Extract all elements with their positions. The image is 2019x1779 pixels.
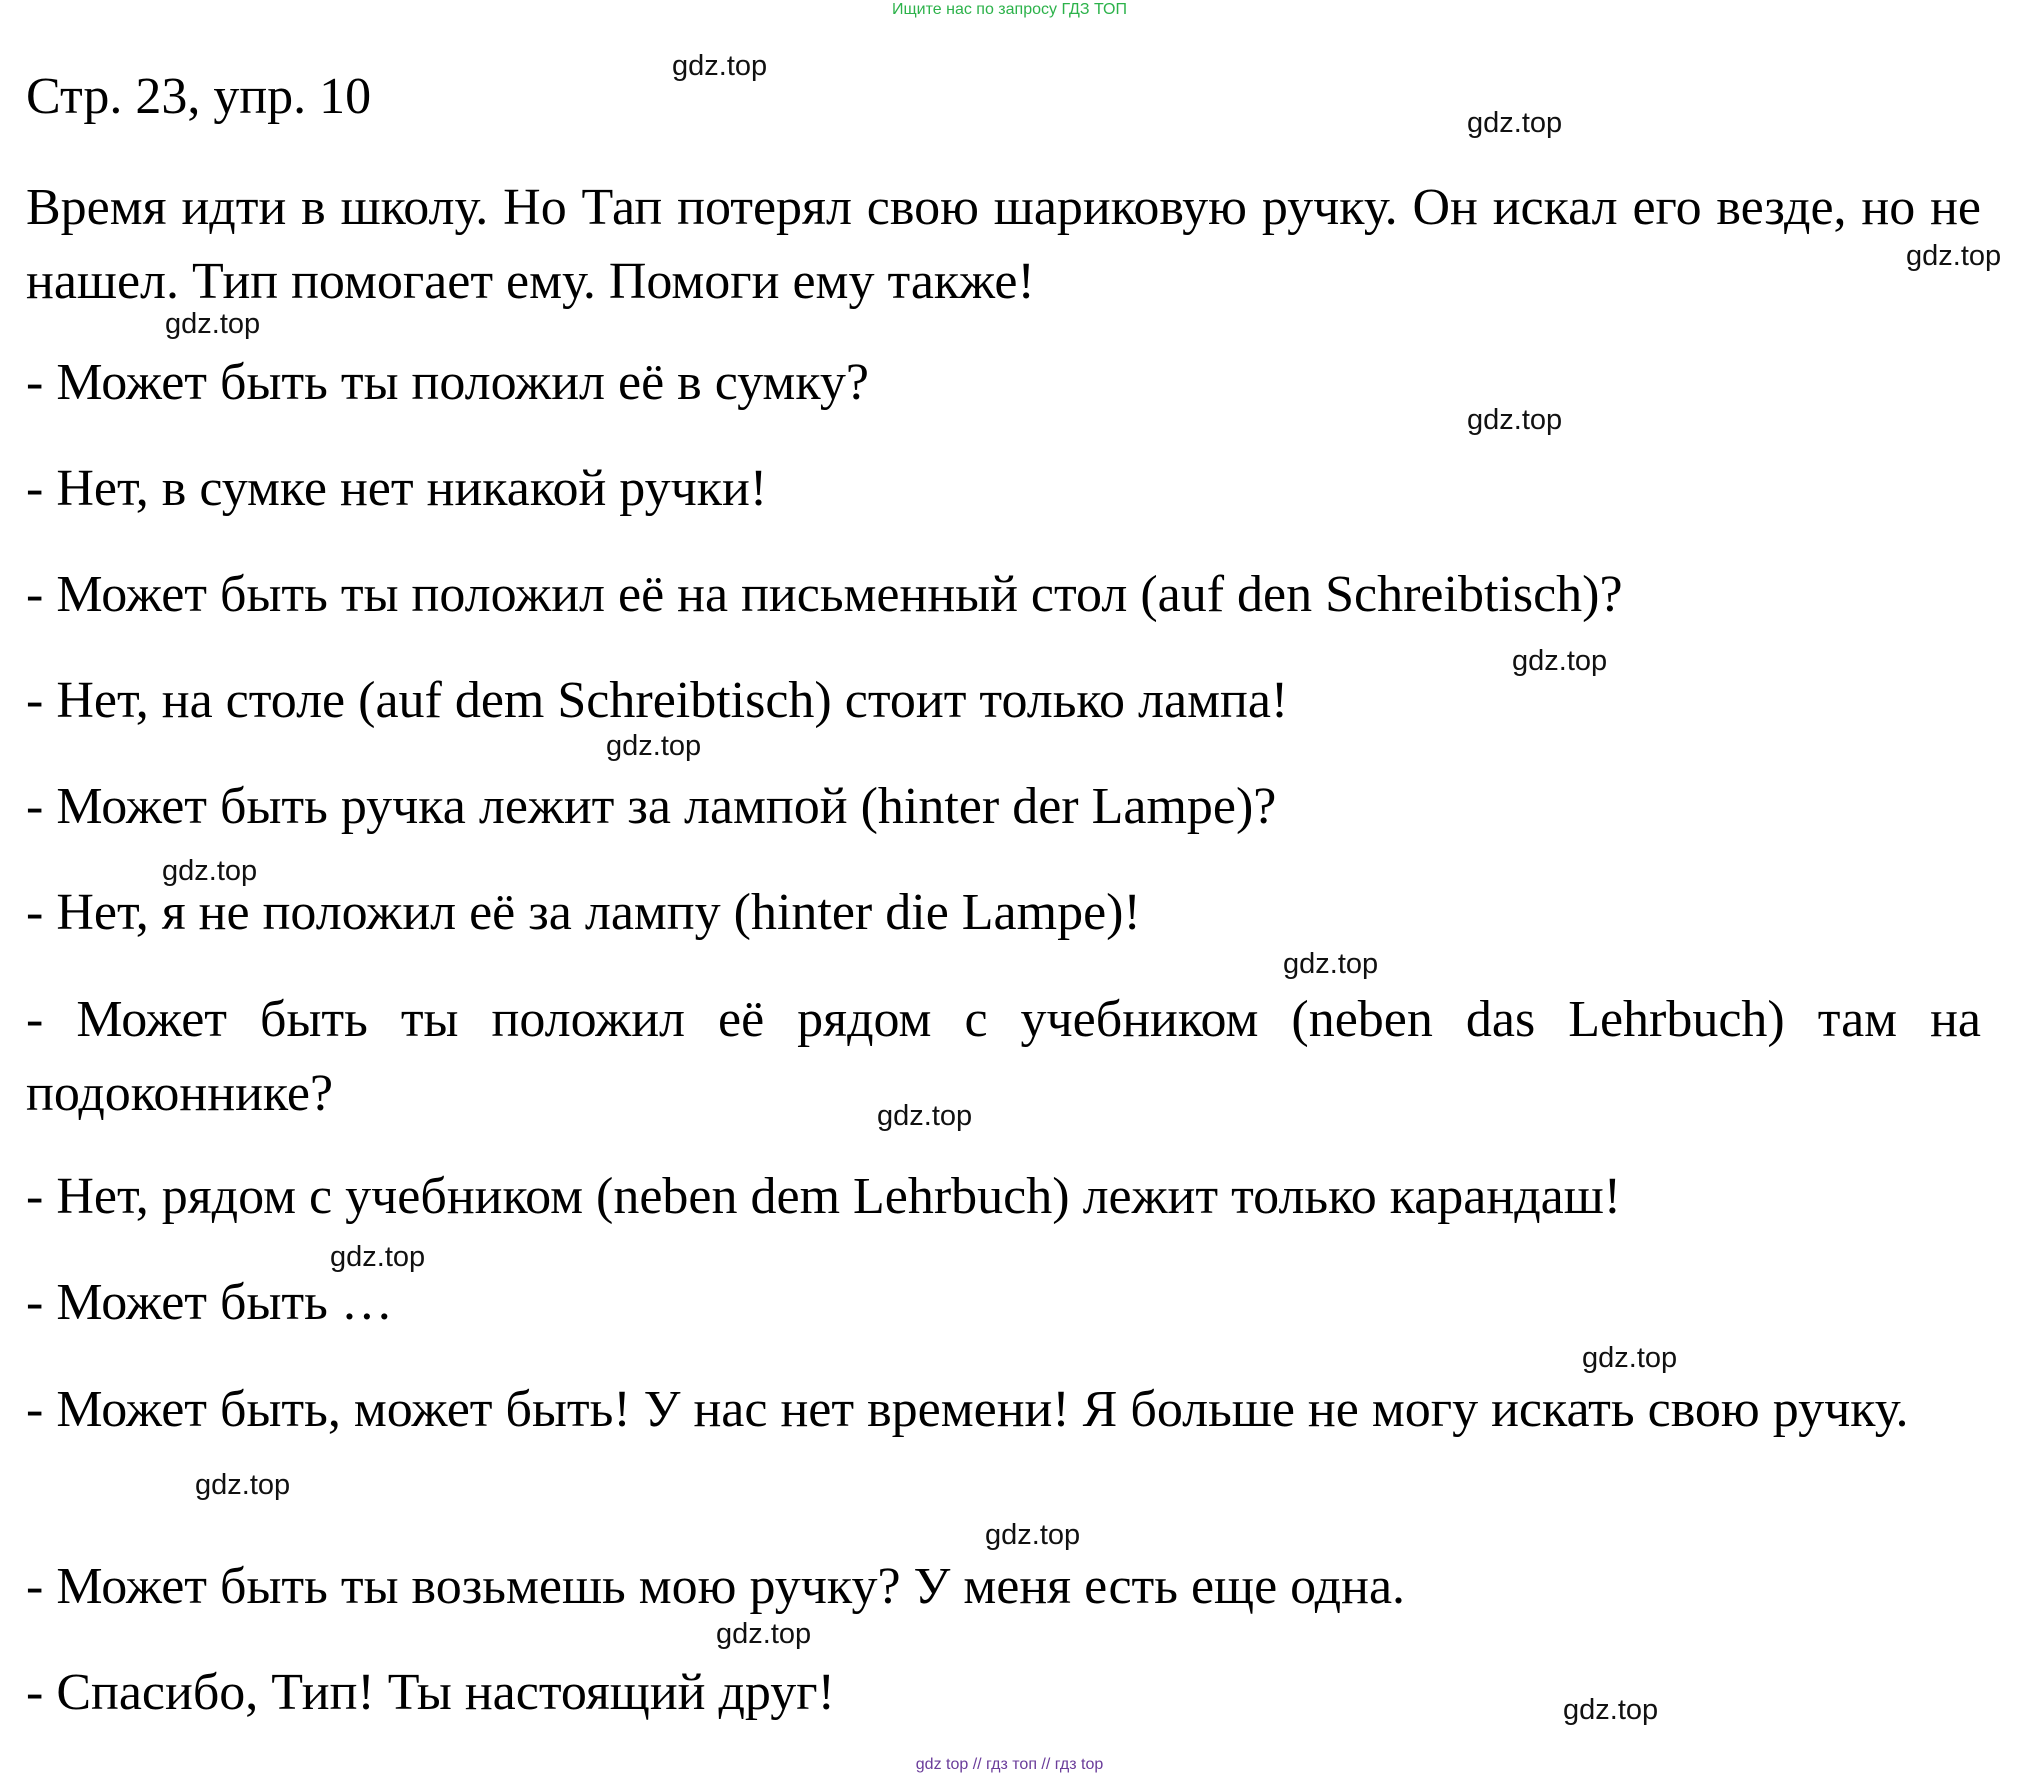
dialogue-line-11: - Может быть ты возьмешь мою ручку? У меня есть еще одна. [26,1558,1406,1615]
dialogue-line-8: - Нет, рядом с учебником (neben dem Lehrbuch) лежит только карандаш! [26,1168,1622,1225]
watermark: gdz.top [1582,1342,1678,1374]
watermark: gdz.top [1467,107,1563,139]
page-title: Стр. 23, упр. 10 [26,68,372,125]
footer-links: gdz top // гдз топ // гдз top [915,1756,1104,1773]
dialogue-line-5: - Может быть ручка лежит за лампой (hinter der Lampe)? [26,778,1277,835]
watermark: gdz.top [1512,645,1608,677]
watermark: gdz.top [1563,1694,1659,1726]
watermark: gdz.top [1467,404,1563,436]
dialogue-line-3: - Может быть ты положил её на письменный стол (auf den Schreibtisch)? [26,566,1623,623]
watermark: gdz.top [877,1100,973,1132]
watermark: gdz.top [985,1519,1081,1551]
dialogue-line-10: - Может быть, может быть! У нас нет времени! Я больше не могу искать свою ручку. [26,1381,1909,1438]
dialogue-line-4: - Нет, на столе (auf dem Schreibtisch) стоит только лампа! [26,672,1289,729]
intro-paragraph: Время идти в школу. Но Тап потерял свою шариковую ручку. Он искал его везде, но не нашел. Тип помогает ему. Помоги ему также! [26,179,1981,310]
watermark: gdz.top [1283,948,1379,980]
dialogue-line-1: - Может быть ты положил её в сумку? [26,354,869,411]
dialogue-line-12: - Спасибо, Тип! Ты настоящий друг! [26,1664,835,1721]
watermark: gdz.top [1906,240,2002,272]
watermark: gdz.top [716,1618,812,1650]
watermark: gdz.top [195,1469,291,1501]
watermark: gdz.top [165,308,261,340]
dialogue-line-7: - Может быть ты положил её рядом с учебником (neben das Lehrbuch) там на подоконнике? [26,991,1981,1122]
dialogue-line-6: - Нет, я не положил её за лампу (hinter die Lampe)! [26,884,1141,941]
dialogue-line-2: - Нет, в сумке нет никакой ручки! [26,460,768,517]
watermark: gdz.top [162,855,258,887]
watermark: gdz.top [330,1241,426,1273]
watermark: gdz.top [606,730,702,762]
dialogue-line-9: - Может быть … [26,1274,393,1331]
watermark: gdz.top [672,50,768,82]
top-banner: Ищите нас по запросу ГДЗ ТОП [892,1,1127,18]
